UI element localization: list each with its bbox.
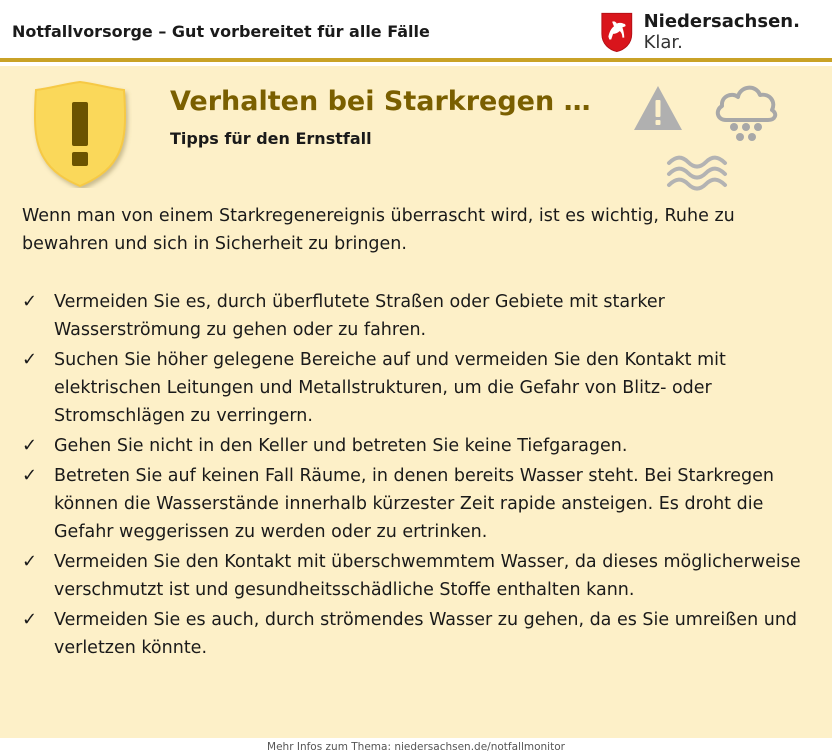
header-title: Notfallvorsorge – Gut vorbereitet für alle Fälle — [12, 22, 430, 41]
brand-claim: Klar. — [643, 32, 683, 53]
header-bar — [0, 0, 832, 62]
list-item — [22, 346, 812, 430]
tip-text: Vermeiden Sie es auch, durch strömendes Wasser zu gehen, da es Sie umreißen und verletzen könnte. — [54, 610, 798, 658]
brand-name: Niedersachsen. — [643, 11, 800, 32]
tip-text: Suchen Sie höher gelegene Bereiche auf und vermeiden Sie den Kontakt mit elektrischen Leitungen und Metallstrukturen, um die Gefahr von Blitz- oder Stromschlägen zu verringern. — [54, 350, 726, 426]
list-item — [22, 462, 812, 546]
footer-link-text: Mehr Infos zum Thema: niedersachsen.de/notfallmonitor — [267, 741, 565, 753]
check-icon: ✓ — [22, 291, 38, 312]
warning-triangle-icon — [632, 84, 684, 132]
tip-text: Betreten Sie auf keinen Fall Räume, in denen bereits Wasser steht. Bei Starkregen können die Wasserstände innerhalb kürzester Zeit rapide ansteigen. Es droht die Gefahr weggerissen zu werden oder zu ertrinken. — [54, 466, 774, 542]
list-item — [22, 606, 812, 662]
warning-shield-icon — [28, 80, 132, 188]
brand-logo — [600, 10, 832, 54]
list-item — [22, 432, 812, 460]
page-title: Verhalten bei Starkregen … — [170, 86, 591, 117]
tip-text: Vermeiden Sie den Kontakt mit überschwemmtem Wasser, da dieses möglicherweise verschmutzt ist und gesundheitsschädliche Stoffe enthalten kann. — [54, 552, 801, 600]
check-icon: ✓ — [22, 349, 38, 370]
lower-saxony-horse-shield-icon — [600, 10, 634, 54]
list-item — [22, 288, 812, 344]
tip-text: Vermeiden Sie es, durch überflutete Straßen oder Gebiete mit starker Wasserströmung zu gehen oder zu fahren. — [54, 292, 665, 340]
brand-wordmark — [644, 11, 832, 53]
water-waves-icon — [666, 154, 728, 194]
intro-text: Wenn man von einem Starkregenereignis überrascht wird, ist es wichtig, Ruhe zu bewahren und sich in Sicherheit zu bringen. — [22, 206, 735, 254]
check-icon: ✓ — [22, 551, 38, 572]
rain-cloud-icon — [712, 80, 780, 142]
page-subtitle: Tipps für den Ernstfall — [170, 129, 372, 148]
check-icon: ✓ — [22, 609, 38, 630]
list-item — [22, 548, 812, 604]
content-panel — [0, 66, 832, 738]
check-icon: ✓ — [22, 465, 38, 486]
tips-list — [22, 288, 812, 662]
check-icon: ✓ — [22, 435, 38, 456]
tip-text: Gehen Sie nicht in den Keller und betreten Sie keine Tiefgaragen. — [54, 436, 628, 456]
